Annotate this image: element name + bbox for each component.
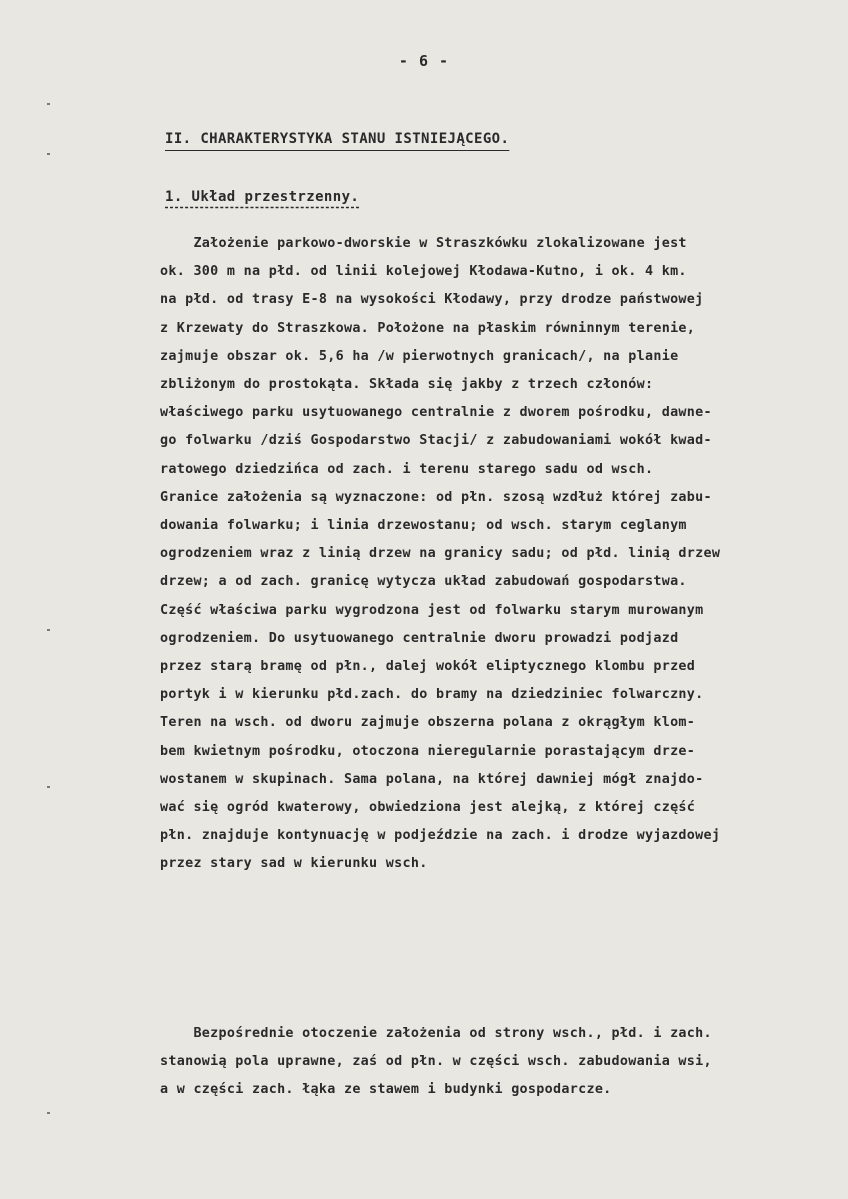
text-line: właściwego parku usytuowanego centralnie z dworem pośrodku, dawne- — [160, 405, 712, 421]
text-line: ogrodzeniem. Do usytuowanego centralnie dworu prowadzi podjazd — [160, 630, 679, 646]
text-line: stanowią pola uprawne, zaś od płn. w części wsch. zabudowania wsi, — [160, 1054, 712, 1070]
text-line: zajmuje obszar ok. 5,6 ha /w pierwotnych granicach/, na planie — [160, 348, 679, 364]
text-line: go folwarku /dziś Gospodarstwo Stacji/ z zabudowaniami wokół kwad- — [160, 433, 712, 449]
section-title: 1. Układ przestrzenny. — [165, 189, 360, 205]
page-number: - 6 - — [398, 52, 450, 70]
text-line: z Krzewaty do Straszkowa. Położone na płaskim równinnym terenie, — [160, 320, 696, 336]
margin-mark — [47, 1112, 50, 1114]
text-line: ratowego dziedzińca od zach. i terenu starego sadu od wsch. — [160, 461, 654, 477]
margin-mark — [47, 153, 50, 155]
text-line: Założenie parkowo-dworskie w Straszkówku zlokalizowane jest — [160, 236, 687, 251]
text-line: Teren na wsch. od dworu zajmuje obszerna polana z okrągłym klom- — [160, 715, 696, 731]
margin-mark — [47, 786, 50, 788]
text-line: drzew; a od zach. granicę wytycza układ zabudowań gospodarstwa. — [160, 574, 687, 590]
text-line: wać się ogród kwaterowy, obwiedziona jest alejką, z której część — [160, 800, 696, 816]
text-line: ogrodzeniem wraz z linią drzew na granicy sadu; od płd. linią drzew — [160, 546, 721, 562]
text-line: bem kwietnym pośrodku, otoczona nieregularnie porastającym drze- — [160, 743, 696, 759]
paragraph-2 — [160, 1020, 848, 1105]
text-line: zbliżonym do prostokąta. Składa się jakby z trzech członów: — [160, 377, 654, 393]
chapter-title: II. CHARAKTERYSTYKA STANU ISTNIEJĄCEGO. — [165, 131, 510, 147]
text-line: Bezpośrednie otoczenie założenia od strony wsch., płd. i zach. — [160, 1026, 712, 1041]
text-line: przez stary sad w kierunku wsch. — [160, 856, 428, 872]
text-line: płn. znajduje kontynuację w podjeździe na zach. i drodze wyjazdowej — [160, 828, 721, 844]
text-line: portyk i w kierunku płd.zach. do bramy na dziedziniec folwarczny. — [160, 687, 704, 703]
text-line: Granice założenia są wyznaczone: od płn. szosą wzdłuż której zabu- — [160, 489, 712, 505]
text-line: a w części zach. łąka ze stawem i budynki gospodarcze. — [160, 1082, 612, 1098]
paragraph-1 — [160, 230, 848, 879]
text-line: na płd. od trasy E-8 na wysokości Kłodawy, przy drodze państwowej — [160, 292, 704, 308]
text-line: Część właściwa parku wygrodzona jest od folwarku starym murowanym — [160, 602, 704, 618]
margin-mark — [47, 103, 50, 105]
text-line: wostanem w skupinach. Sama polana, na której dawniej mógł znajdo- — [160, 771, 704, 787]
margin-mark — [47, 629, 50, 631]
text-line: przez starą bramę od płn., dalej wokół eliptycznego klombu przed — [160, 659, 696, 675]
text-line: dowania folwarku; i linia drzewostanu; od wsch. starym ceglanym — [160, 518, 687, 534]
text-line: ok. 300 m na płd. od linii kolejowej Kłodawa-Kutno, i ok. 4 km. — [160, 264, 687, 280]
